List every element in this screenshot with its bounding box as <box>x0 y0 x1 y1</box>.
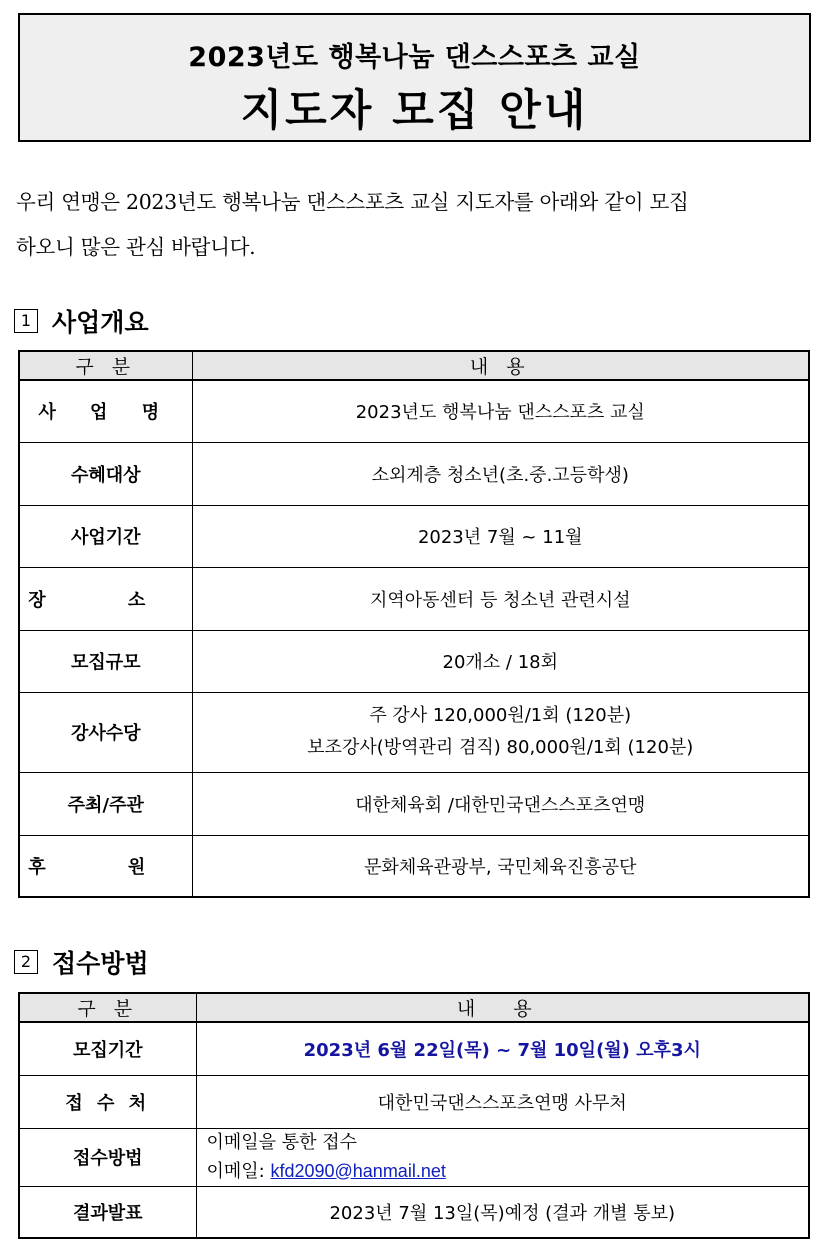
row-value: 2023년 7월 ~ 11월 <box>192 505 809 567</box>
application-table <box>18 992 810 1239</box>
intro-line1: 우리 연맹은 2023년도 행복나눔 댄스스포츠 교실 지도자를 아래와 같이 모집 <box>16 190 689 214</box>
table-row <box>19 835 809 897</box>
table-row <box>19 772 809 835</box>
row-value: 소외계층 청소년(초.중.고등학생) <box>192 442 809 505</box>
row-value: 2023년 7월 13일(목)예정 (결과 개별 통보) <box>196 1186 809 1238</box>
recruitment-period: 2023년 6월 22일(목) ~ 7월 10일(월) 오후3시 <box>196 1022 809 1075</box>
row-label: 접 수 처 <box>19 1075 196 1128</box>
table-row <box>19 630 809 692</box>
row-value <box>192 692 809 772</box>
row-label: 후 원 <box>19 835 192 897</box>
header-category: 구 분 <box>19 993 196 1022</box>
table-row <box>19 1075 809 1128</box>
email-prefix: 이메일: <box>206 1160 271 1182</box>
row-label: 장 소 <box>19 567 192 630</box>
table-header-row <box>19 993 809 1022</box>
section-number-box: 2 <box>14 950 38 974</box>
row-value <box>196 1128 809 1186</box>
intro-line2: 하오니 많은 관심 바랍니다. <box>16 235 256 259</box>
title-line1: 2023년도 행복나눔 댄스스포츠 교실 <box>188 42 641 73</box>
section-title: 사업개요 <box>52 308 149 337</box>
row-label: 모집규모 <box>19 630 192 692</box>
fee-main-instructor: 주 강사 120,000원/1회 (120분) <box>369 705 632 726</box>
row-label: 수혜대상 <box>19 442 192 505</box>
overview-table <box>18 350 810 898</box>
table-row <box>19 692 809 772</box>
table-row <box>19 1186 809 1238</box>
row-label: 주최/주관 <box>19 772 192 835</box>
section-heading-overview <box>14 303 149 339</box>
table-row <box>19 1022 809 1075</box>
row-label: 강사수당 <box>19 692 192 772</box>
title-line2: 지도자 모집 안내 <box>240 86 589 136</box>
row-label: 모집기간 <box>19 1022 196 1075</box>
email-line <box>207 1157 809 1186</box>
application-method-text: 이메일을 통한 접수 <box>206 1131 358 1153</box>
title-box <box>18 13 811 142</box>
table-header-row <box>19 351 809 380</box>
row-label: 사 업 명 <box>19 380 192 442</box>
section-heading-application <box>14 944 149 980</box>
row-value: 지역아동센터 등 청소년 관련시설 <box>192 567 809 630</box>
row-label: 사업기간 <box>19 505 192 567</box>
fee-assistant-instructor: 보조강사(방역관리 겸직) 80,000원/1회 (120분) <box>307 737 694 758</box>
row-value: 대한민국댄스스포츠연맹 사무처 <box>196 1075 809 1128</box>
row-label: 접수방법 <box>19 1128 196 1186</box>
table-row <box>19 567 809 630</box>
row-label: 결과발표 <box>19 1186 196 1238</box>
row-value: 2023년도 행복나눔 댄스스포츠 교실 <box>192 380 809 442</box>
section-number-box: 1 <box>14 309 38 333</box>
table-row <box>19 380 809 442</box>
row-value: 문화체육관광부, 국민체육진흥공단 <box>192 835 809 897</box>
table-row <box>19 505 809 567</box>
header-content: 내 용 <box>196 993 809 1022</box>
section-title: 접수방법 <box>52 949 149 978</box>
table-row <box>19 1128 809 1186</box>
header-content: 내 용 <box>192 351 809 380</box>
email-link[interactable]: kfd2090@hanmail.net <box>270 1160 446 1181</box>
row-value: 20개소 / 18회 <box>192 630 809 692</box>
table-row <box>19 442 809 505</box>
header-category: 구 분 <box>19 351 192 380</box>
intro-paragraph <box>16 180 806 270</box>
row-value: 대한체육회 /대한민국댄스스포츠연맹 <box>192 772 809 835</box>
